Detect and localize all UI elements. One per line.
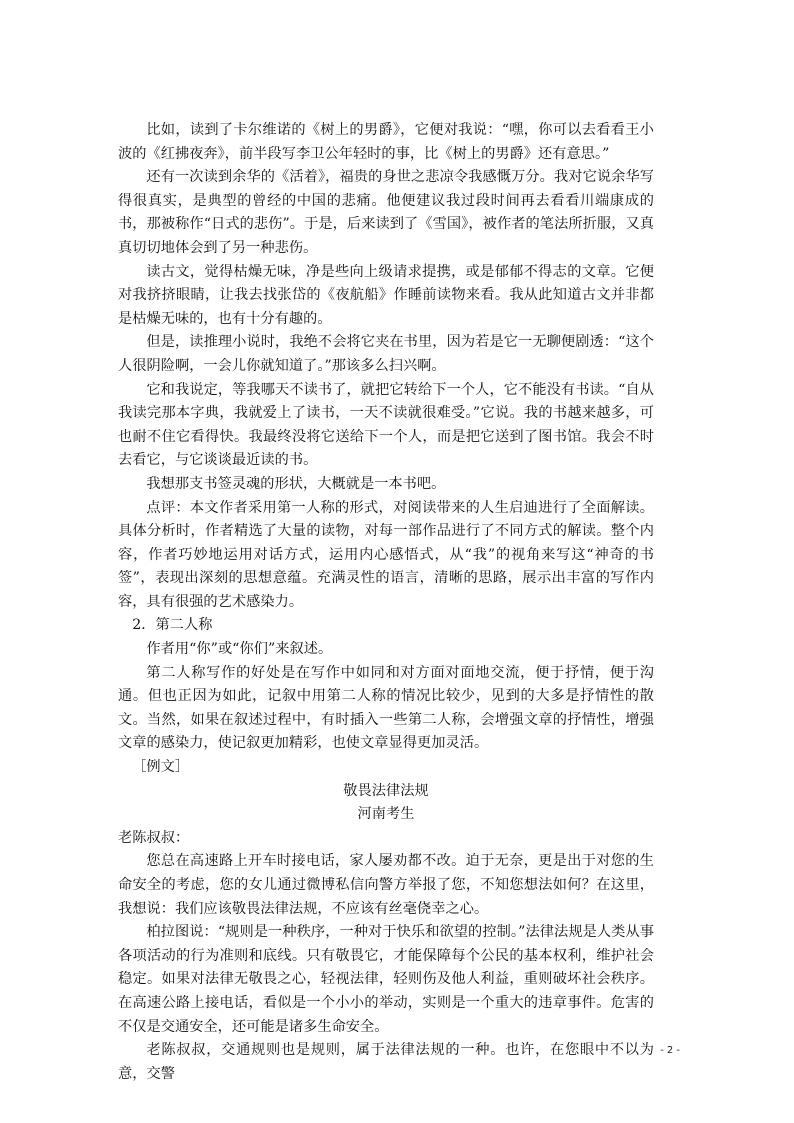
essay-title: 敬畏法律法规: [343, 782, 429, 799]
essay-author: 河南考生: [357, 806, 415, 823]
paragraph-commentary: 点评：本文作者采用第一人称的形式，对阅读带来的人生启迪进行了全面解读。具体分析时，作者精选了大量的读物，对每一部作品进行了不同方式的解读。整个内容，作者巧妙地运用对话方式，运用内心感悟式，从“我”的视角来写这“神奇的书签”，表现出深刻的思想意蕴。充满灵性的语言，清晰的思路，展示出丰富的写作内容，具有很强的艺术感染力。: [118, 499, 654, 610]
page-number: - 2 -: [660, 1045, 680, 1056]
paragraph-advantages: 第二人称写作的好处是在写作中如同和对方面对面地交流，便于抒情，便于沟通。但也正因为如此，记叙中用第二人称的情况比较少，见到的大多是抒情性的散文。当然，如果在叙述过程中，有时插入一些第二人称，会增强文章的抒情性，增强文章的感染力，使记叙更加精彩，也使文章显得更加灵活。: [118, 664, 654, 752]
section-heading-second-person: 2．第二人称: [132, 617, 213, 634]
paragraph-classical: 读古文，觉得枯燥无味，净是些向上级请求提携，或是郁郁不得志的文章。它便对我挤挤眼睛，让我去找张岱的《夜航船》作睡前读物来看。我从此知道古文并非都是枯燥无味的，也有十分有趣的。: [118, 263, 654, 327]
paragraph-soul-shape: 我想那支书签灵魂的形状，大概就是一本书吧。: [146, 475, 446, 492]
paragraph-definition: 作者用“你”或“你们”来叙述。: [146, 641, 333, 658]
paragraph-plato: 柏拉图说：“规则是一种秩序，一种对于快乐和欲望的控制。”法律法规是人类从事各项活动的行为准则和底线。只有敬畏它，才能保障每个公民的基本权利，维护社会稳定。如果对法律无敬畏之心，轻视法律，轻则伤及他人利益，重则破坏社会秩序。在高速公路上接电话，看似是一个小小的举动，实则是一个重大的违章事件。危害的不仅是交通安全，还可能是诸多生命安全。: [118, 924, 654, 1035]
paragraph-traffic-rules: 老陈叔叔，交通规则也是规则，属于法律法规的一种。也许，在您眼中不以为意，交警: [118, 1042, 654, 1082]
document-body: [118, 119, 654, 1086]
paragraph-calvino: 比如，读到了卡尔维诺的《树上的男爵》，它便对我说：“嘿，你可以去看看王小波的《红拂夜奔》，前半段写李卫公年轻时的事，比《树上的男爵》还有意思。”: [118, 122, 654, 162]
paragraph-detective: 但是，读推理小说时，我绝不会将它夹在书里，因为若是它一无聊便剧透：“这个人很阴险啊，一会儿你就知道了。”那该多么扫兴啊。: [118, 334, 654, 374]
paragraph-letter-intro: 您总在高速路上开车时接电话，家人屡劝都不改。迫于无奈，更是出于对您的生命安全的考虑，您的女儿通过微博私信向警方举报了您，不知您想法如何？在这里，我想说：我们应该敬畏法律法规，不应该有丝毫侥幸之心。: [118, 853, 654, 917]
paragraph-yuhua: 还有一次读到余华的《活着》，福贵的身世之悲凉令我感慨万分。我对它说余华写得很真实，是典型的曾经的中国的悲痛。他便建议我过段时间再去看看川端康成的书，那被称作“日式的悲伤”。于是，后来读到了《雪国》，被作者的笔法所折服，又真真切切地体会到了另一种悲伤。: [118, 169, 654, 256]
example-label: ［例文］: [132, 759, 190, 776]
paragraph-agreement: 它和我说定，等我哪天不读书了，就把它转给下一个人，它不能没有书读。“自从我读完那本字典，我就爱上了读书，一天不读就很难受。”它说。我的书越来越多，可也耐不住它看得快。我最终没将它送给下一个人，而是把它送到了图书馆。我会不时去看它，与它谈谈最近读的书。: [118, 381, 654, 469]
letter-salutation: 老陈叔叔：: [118, 829, 190, 846]
